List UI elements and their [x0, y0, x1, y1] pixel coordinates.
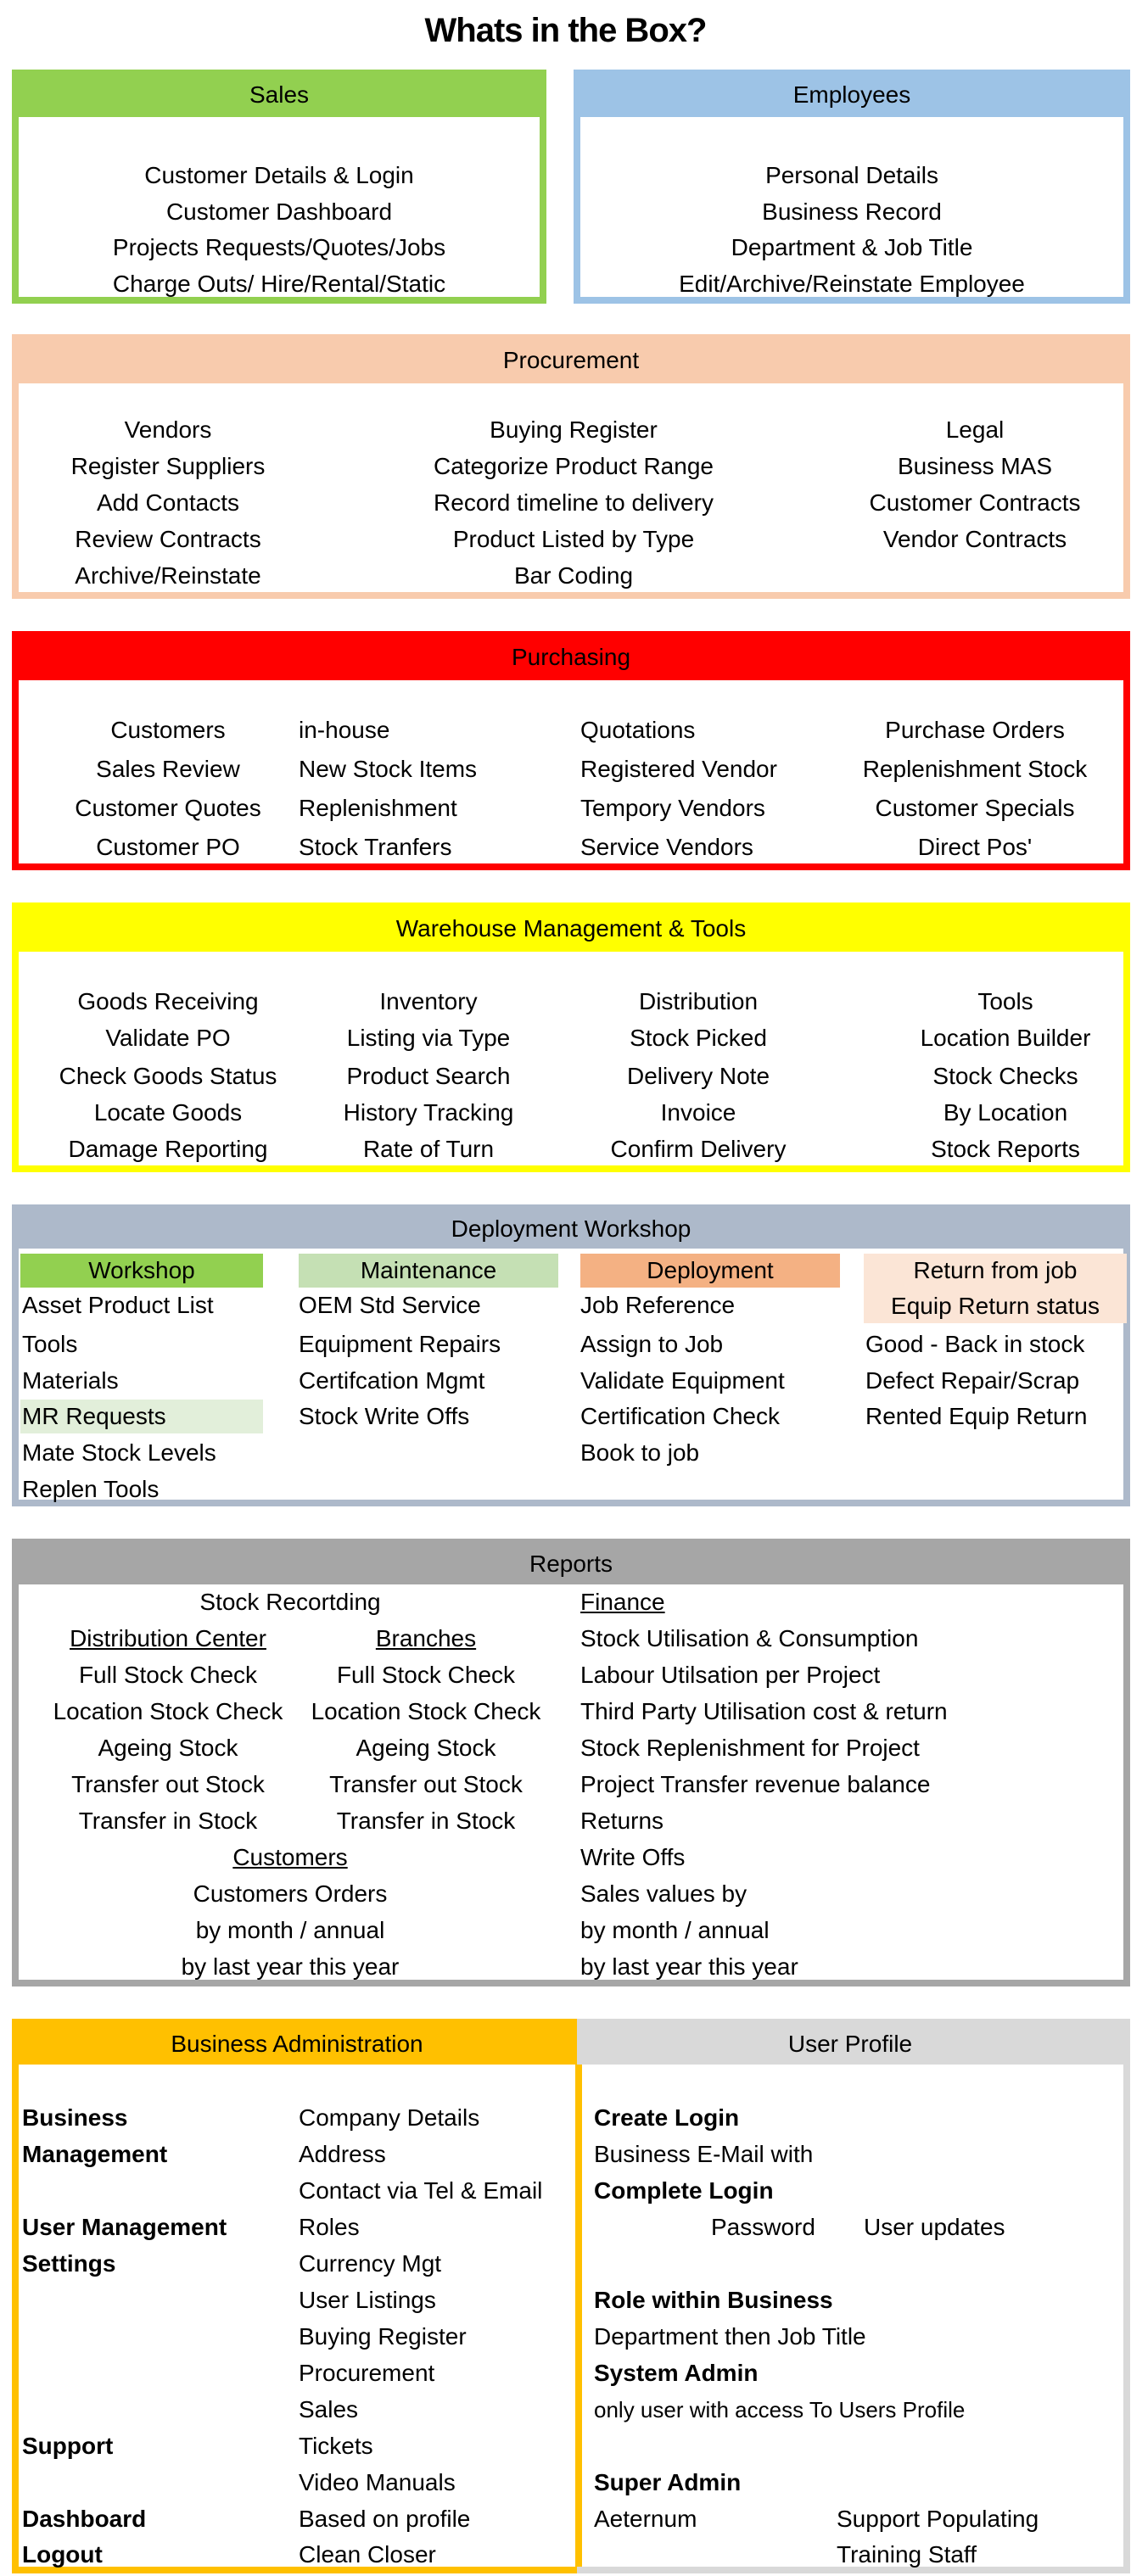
dashboard-label: Dashboard	[22, 2506, 147, 2532]
warehouse-item: Location Builder	[920, 1025, 1091, 1051]
settings-item: Sales	[299, 2396, 359, 2422]
business-item: Contact via Tel & Email	[299, 2177, 543, 2204]
procurement-item: Customer Contracts	[869, 489, 1081, 516]
user-updates-text: User updates	[864, 2214, 1005, 2240]
maintenance-label: Maintenance	[360, 1257, 497, 1283]
finance-item: by last year this year	[580, 1953, 798, 1980]
procurement-header: Procurement	[19, 341, 1123, 383]
purchasing-item: Direct Pos'	[917, 834, 1033, 860]
system-admin-note: only user with access To Users Profile	[594, 2397, 966, 2422]
finance-item: Write Offs	[580, 1844, 686, 1870]
business-label: Business	[22, 2104, 128, 2131]
maintenance-item: Equipment Repairs	[299, 1331, 501, 1357]
return-label: Return from job	[913, 1257, 1078, 1283]
purchasing-header: Purchasing	[19, 638, 1123, 680]
purchasing-item: Customer Quotes	[75, 795, 261, 821]
procurement-item: Archive/Reinstate	[75, 562, 261, 589]
return-item: Defect Repair/Scrap	[865, 1367, 1080, 1394]
system-admin-label: System Admin	[594, 2360, 759, 2386]
business-label: Management	[22, 2141, 168, 2167]
warehouse-item: By Location	[943, 1099, 1068, 1126]
dc-item: Transfer out Stock	[71, 1771, 265, 1797]
employees-section	[574, 70, 1130, 304]
warehouse-header: Warehouse Management & Tools	[19, 909, 1123, 952]
dc-item: Location Stock Check	[53, 1698, 283, 1724]
page-title: Whats in the Box?	[424, 12, 707, 49]
settings-item: Buying Register	[299, 2323, 467, 2350]
deployment-item: Validate Equipment	[580, 1367, 785, 1394]
procurement-item: Legal	[945, 416, 1005, 443]
deployment-item: Book to job	[580, 1439, 700, 1466]
workshop-item: Mate Stock Levels	[22, 1439, 216, 1466]
logout-item: Clean Closer	[299, 2541, 436, 2568]
warehouse-item: History Tracking	[343, 1099, 514, 1126]
workshop-item: Replen Tools	[22, 1476, 160, 1502]
password-text: Password	[711, 2214, 815, 2240]
branches-label: Branches	[375, 1625, 477, 1651]
deployment-header: Deployment Workshop	[19, 1211, 1123, 1249]
settings-item: Procurement	[299, 2360, 435, 2386]
workshop-item: Asset Product List	[22, 1292, 214, 1318]
distribution-center-label: Distribution Center	[70, 1625, 266, 1651]
sales-item: Customer Details & Login	[144, 162, 414, 188]
finance-item: Stock Utilisation & Consumption	[580, 1625, 919, 1651]
finance-label: Finance	[580, 1589, 665, 1615]
finance-item: Sales values by	[580, 1880, 747, 1907]
warehouse-item: Confirm Delivery	[610, 1136, 787, 1162]
aeternum-text: Aeternum	[594, 2506, 697, 2532]
warehouse-item: Locate Goods	[93, 1099, 243, 1126]
support-item: Video Manuals	[299, 2469, 456, 2495]
branch-item: Transfer in Stock	[336, 1808, 516, 1834]
warehouse-item: Distribution	[638, 988, 759, 1014]
return-item: Rented Equip Return	[865, 1403, 1088, 1429]
super-admin-label: Super Admin	[594, 2469, 742, 2495]
workshop-label: Workshop	[88, 1257, 195, 1283]
training-staff-text: Training Staff	[837, 2541, 977, 2568]
employees-item: Business Record	[762, 198, 942, 225]
sales-item: Charge Outs/ Hire/Rental/Static	[112, 271, 446, 297]
purchasing-item: Stock Tranfers	[299, 834, 452, 860]
support-populating-text: Support Populating	[837, 2506, 1039, 2532]
dc-item: Ageing Stock	[98, 1735, 238, 1761]
maintenance-item: Certifcation Mgmt	[299, 1367, 485, 1394]
warehouse-item: Delivery Note	[626, 1063, 770, 1089]
procurement-item: Register Suppliers	[70, 453, 266, 479]
dept-text: Department then Job Title	[594, 2323, 866, 2350]
customer-item: Customers Orders	[193, 1880, 388, 1907]
business-admin-header: Business Administration	[19, 2026, 575, 2065]
reports-section	[12, 1539, 1130, 1986]
workshop-item: MR Requests	[22, 1403, 166, 1429]
settings-label: Settings	[22, 2250, 116, 2277]
deployment-item: Certification Check	[580, 1403, 780, 1429]
procurement-item: Vendors	[124, 416, 212, 443]
employees-header: Employees	[580, 76, 1123, 117]
user-management-item: Roles	[299, 2214, 360, 2240]
maintenance-item: Stock Write Offs	[299, 1403, 470, 1429]
procurement-item: Business MAS	[897, 453, 1053, 479]
warehouse-item: Listing via Type	[346, 1025, 511, 1051]
sales-header: Sales	[19, 76, 540, 117]
purchasing-item: Registered Vendor	[580, 756, 777, 782]
purchasing-item: Customers	[110, 717, 226, 743]
purchasing-item: in-house	[299, 717, 390, 743]
warehouse-item: Validate PO	[105, 1025, 231, 1051]
dc-item: Full Stock Check	[78, 1662, 258, 1688]
procurement-item: Product Listed by Type	[452, 526, 695, 552]
purchasing-section	[12, 631, 1130, 870]
stock-recording-label: Stock Recortding	[199, 1589, 381, 1615]
employees-item: Department & Job Title	[731, 234, 973, 260]
warehouse-item: Goods Receiving	[77, 988, 259, 1014]
warehouse-item: Rate of Turn	[362, 1136, 495, 1162]
procurement-item: Buying Register	[490, 416, 658, 443]
complete-login-label: Complete Login	[594, 2177, 774, 2204]
settings-item: Currency Mgt	[299, 2250, 442, 2277]
warehouse-item: Product Search	[346, 1063, 511, 1089]
workshop-item: Tools	[22, 1331, 78, 1357]
finance-item: Project Transfer revenue balance	[580, 1771, 931, 1797]
warehouse-item: Stock Picked	[630, 1025, 767, 1051]
purchasing-item: Sales Review	[96, 756, 240, 782]
purchasing-item: Purchase Orders	[885, 717, 1065, 743]
workshop-item: Materials	[22, 1367, 119, 1394]
sales-item: Customer Dashboard	[165, 198, 393, 225]
deployment-item: Assign to Job	[580, 1331, 724, 1357]
purchasing-item: New Stock Items	[299, 756, 478, 782]
reports-header: Reports	[19, 1545, 1123, 1584]
deployment-section	[12, 1204, 1130, 1506]
settings-item: User Listings	[299, 2287, 436, 2313]
warehouse-item: Tools	[977, 988, 1033, 1014]
user-management-label: User Management	[22, 2214, 227, 2240]
dc-item: Transfer in Stock	[78, 1808, 258, 1834]
deployment-label: Deployment	[647, 1257, 774, 1283]
sales-item: Projects Requests/Quotes/Jobs	[112, 234, 446, 260]
email-text: Business E-Mail with	[594, 2141, 814, 2167]
customers-label: Customers	[232, 1844, 348, 1870]
sales-section	[12, 70, 546, 304]
branch-item: Location Stock Check	[311, 1698, 541, 1724]
finance-item: Returns	[580, 1808, 664, 1834]
procurement-item: Bar Coding	[513, 562, 634, 589]
procurement-item: Add Contacts	[96, 489, 240, 516]
deployment-item: Job Reference	[580, 1292, 736, 1318]
customer-item: by month / annual	[195, 1917, 385, 1943]
purchasing-item: Replenishment Stock	[862, 756, 1088, 782]
user-profile-section	[577, 2019, 1130, 2573]
warehouse-item: Stock Reports	[931, 1136, 1080, 1162]
finance-item: Stock Replenishment for Project	[580, 1735, 920, 1761]
purchasing-item: Replenishment	[299, 795, 457, 821]
branch-item: Transfer out Stock	[329, 1771, 523, 1797]
warehouse-item: Check Goods Status	[59, 1063, 277, 1089]
warehouse-item: Inventory	[379, 988, 478, 1014]
create-login-label: Create Login	[594, 2104, 740, 2131]
logout-label: Logout	[22, 2541, 103, 2568]
user-profile-header: User Profile	[577, 2026, 1123, 2065]
procurement-section	[12, 334, 1130, 599]
procurement-item: Categorize Product Range	[434, 453, 714, 479]
maintenance-item: OEM Std Service	[299, 1292, 481, 1318]
return-label: Equip Return status	[891, 1293, 1100, 1319]
dashboard-item: Based on profile	[299, 2506, 471, 2532]
warehouse-section	[12, 902, 1130, 1172]
purchasing-item: Tempory Vendors	[580, 795, 765, 821]
branch-item: Full Stock Check	[336, 1662, 516, 1688]
purchasing-item: Service Vendors	[580, 834, 753, 860]
purchasing-item: Quotations	[580, 717, 696, 743]
warehouse-item: Stock Checks	[932, 1063, 1078, 1089]
finance-item: by month / annual	[580, 1917, 770, 1943]
warehouse-item: Invoice	[660, 1099, 736, 1126]
procurement-item: Review Contracts	[75, 526, 261, 552]
purchasing-item: Customer PO	[96, 834, 240, 860]
employees-item: Personal Details	[765, 162, 938, 188]
return-item: Good - Back in stock	[865, 1331, 1085, 1357]
support-item: Tickets	[299, 2433, 373, 2459]
role-label: Role within Business	[594, 2287, 833, 2313]
warehouse-item: Damage Reporting	[68, 1136, 268, 1162]
business-admin-section	[12, 2019, 582, 2573]
employees-item: Edit/Archive/Reinstate Employee	[679, 271, 1025, 297]
procurement-item: Vendor Contracts	[882, 526, 1067, 552]
finance-item: Third Party Utilisation cost & return	[580, 1698, 948, 1724]
support-label: Support	[22, 2433, 114, 2459]
branch-item: Ageing Stock	[356, 1735, 496, 1761]
business-item: Company Details	[299, 2104, 480, 2131]
finance-item: Labour Utilsation per Project	[580, 1662, 881, 1688]
purchasing-item: Customer Specials	[875, 795, 1075, 821]
procurement-item: Record timeline to delivery	[434, 489, 714, 516]
business-item: Address	[299, 2141, 386, 2167]
customer-item: by last year this year	[181, 1953, 400, 1980]
